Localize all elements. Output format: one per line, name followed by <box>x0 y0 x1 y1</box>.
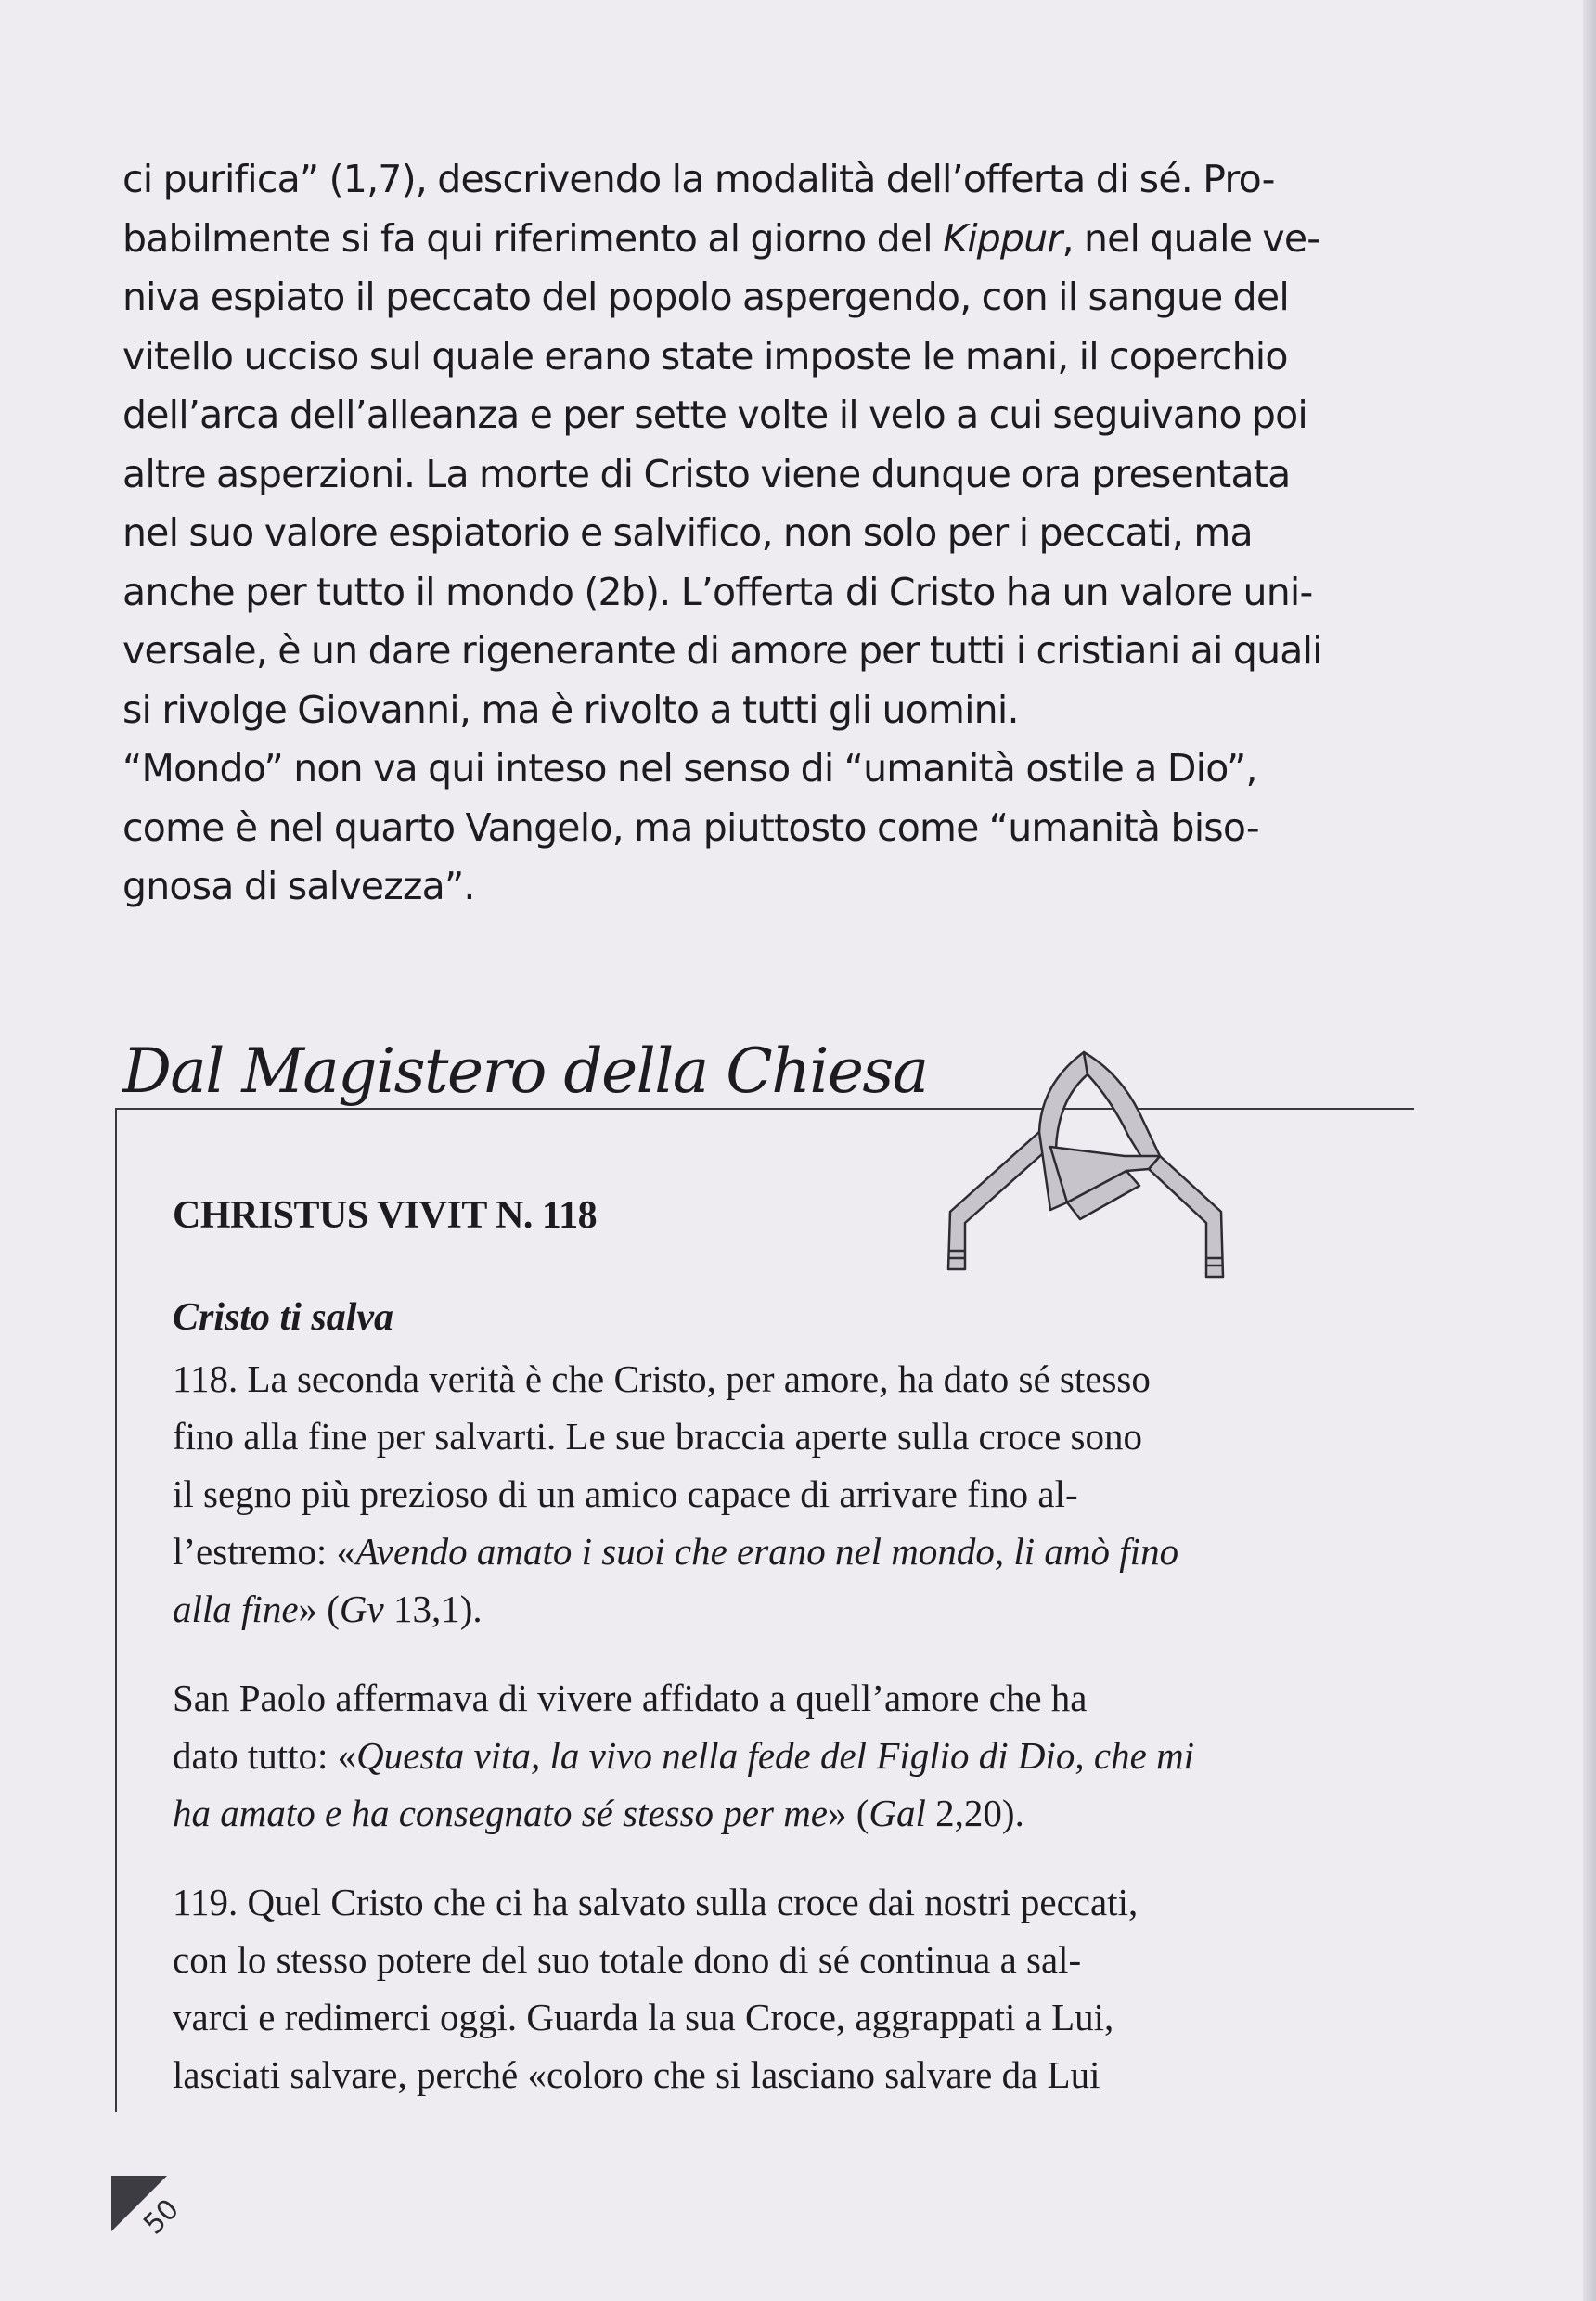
paragraph-paolo <box>173 1669 1416 1842</box>
commentary-text <box>122 150 1422 917</box>
section-title: Dal Magistero della Chiesa <box>122 1035 928 1107</box>
text-line: lasciati salvare, perché «coloro che si lasciano salvare da Lui <box>173 2053 1100 2096</box>
commentary-paragraph-1 <box>122 150 1422 739</box>
kippur-term: Kippur <box>943 215 1062 261</box>
document-heading: CHRISTUS VIVIT N. 118 <box>173 1194 598 1237</box>
page-edge <box>1583 0 1596 2301</box>
text-line: varci e redimerci oggi. Guarda la sua Croce, aggrappati a Lui, <box>173 1996 1114 2038</box>
text-line: , nel quale ve- <box>1062 215 1320 261</box>
text-line: » ( <box>828 1792 869 1834</box>
quote-text: Avendo amato i suoi che erano nel mondo, li amò fino <box>354 1530 1179 1573</box>
text-line: gnosa di salvezza”. <box>122 864 475 908</box>
text-line: vitello ucciso sul quale erano state imposte le mani, il coperchio <box>122 333 1288 379</box>
text-line: si rivolge Giovanni, ma è rivolto a tutti gli uomini. <box>122 687 1019 732</box>
text-line: come è nel quarto Vangelo, ma piuttosto come “umanità biso- <box>122 804 1259 850</box>
quote-text: alla fine <box>173 1588 299 1630</box>
text-line: con lo stesso potere del suo totale dono di sé continua a sal- <box>173 1938 1082 1981</box>
text-line: il segno più prezioso di un amico capace di arrivare fino al- <box>173 1472 1078 1515</box>
box-rule <box>115 1108 117 2112</box>
text-line: anche per tutto il mondo (2b). L’offerta di Cristo ha un valore uni- <box>122 569 1313 614</box>
paragraph-119 <box>173 1873 1416 2103</box>
text-line: » ( <box>298 1588 340 1630</box>
page-number: 50 <box>137 2192 186 2242</box>
paragraph-118 <box>173 1350 1416 1638</box>
quote-text: Questa vita, la vivo nella fede del Figlio di Dio, che mi <box>356 1734 1195 1777</box>
commentary-paragraph-2 <box>122 739 1422 917</box>
reference-book: Gal <box>869 1792 926 1834</box>
text-line: “Mondo” non va qui inteso nel senso di “umanità ostile a Dio”, <box>122 746 1257 791</box>
text-line: 118. La seconda verità è che Cristo, per amore, ha dato sé stesso <box>173 1357 1151 1400</box>
text-line: dell’arca dell’alleanza e per sette volte il velo a cui seguivano poi <box>122 392 1307 437</box>
quote-text: ha amato e ha consegnato sé stesso per me <box>173 1792 829 1834</box>
text-line: l’estremo: « <box>173 1530 355 1573</box>
reference-text: 2,20). <box>925 1792 1024 1834</box>
text-line: dato tutto: « <box>173 1734 357 1777</box>
text-line: nel suo valore espiatorio e salvifico, non solo per i peccati, ma <box>122 510 1253 555</box>
magisterium-excerpt <box>173 1183 1416 2103</box>
text-line: ci purifica” (1,7), descrivendo la modalità dell’offerta di sé. Pro- <box>122 157 1275 201</box>
text-line: versale, è un dare rigenerante di amore per tutti i cristiani ai quali <box>122 628 1322 673</box>
text-line: babilmente si fa qui riferimento al giorno del <box>122 215 944 261</box>
text-line: San Paolo affermava di vivere affidato a quell’amore che ha <box>173 1677 1088 1719</box>
reference-text: 13,1). <box>383 1588 483 1630</box>
text-line: fino alla fine per salvarti. Le sue braccia aperte sulla croce sono <box>173 1415 1142 1458</box>
reference-book: Gv <box>339 1588 384 1630</box>
text-line: altre asperzioni. La morte di Cristo viene dunque ora presentata <box>122 451 1291 496</box>
text-line: 119. Quel Cristo che ci ha salvato sulla croce dai nostri peccati, <box>173 1881 1139 1923</box>
document-subheading: Cristo ti salva <box>173 1296 394 1339</box>
text-line: niva espiato il peccato del popolo aspergendo, con il sangue del <box>122 275 1289 319</box>
